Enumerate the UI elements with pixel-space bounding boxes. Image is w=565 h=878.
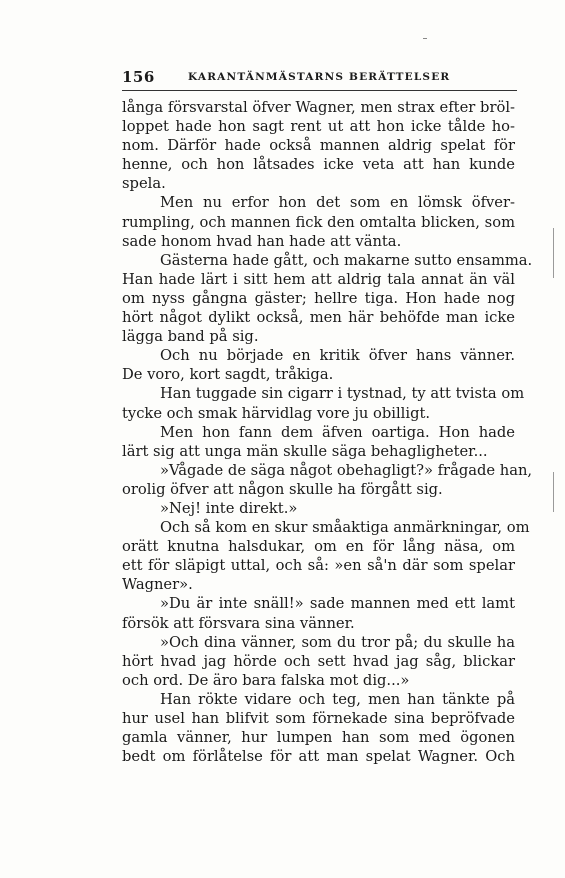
text-line: »Nej! inte direkt.»: [160, 499, 298, 517]
text-line: De voro, kort sagdt, tråkiga.: [122, 366, 334, 384]
text-line: Han hade lärt i sitt hem att aldrig tala annat än väl: [122, 270, 515, 288]
text-line: Wagner».: [122, 576, 193, 594]
text-line: »Du är inte snäll!» sade mannen med ett lamt: [160, 595, 515, 613]
text-line: gamla vänner, hur lumpen han som med ögonen: [122, 729, 515, 747]
text-line: hört något dylikt också, men här behöfde man icke: [122, 309, 515, 327]
text-line: sade honom hvad han hade att vänta.: [122, 232, 402, 250]
text-line: långa försvarstal öfver Wagner, men strax efter bröl-: [122, 99, 515, 116]
text-line: Och så kom en skur småaktiga anmärkningar, om: [160, 519, 530, 537]
text-line: orätt knutna halsdukar, om en för lång näsa, om: [122, 538, 515, 556]
text-line: tycke och smak härvidlag vore ju obilligt.: [122, 404, 431, 422]
page-header: [122, 68, 517, 88]
text-line: hört hvad jag hörde och sett hvad jag såg, blickar: [122, 652, 515, 670]
scan-speck: [423, 38, 427, 39]
text-line: Han rökte vidare och teg, men han tänkte på: [160, 690, 515, 708]
text-line: loppet hade hon sagt rent ut att hon icke tålde ho-: [122, 118, 515, 136]
text-line: rumpling, och mannen fick den omtalta blicken, som: [122, 213, 515, 231]
text-line: lägga band på sig.: [122, 328, 259, 346]
text-line: hur usel han blifvit som förnekade sina bepröfvade: [122, 710, 515, 727]
text-line: Men hon fann dem äfven oartiga. Hon hade: [160, 423, 515, 441]
text-line: »Och dina vänner, som du tror på; du skulle ha: [160, 633, 515, 651]
text-line: orolig öfver att någon skulle ha förgått sig.: [122, 480, 443, 498]
text-line: Han tuggade sin cigarr i tystnad, ty att tvista om: [160, 385, 525, 403]
margin-mark: [553, 228, 554, 278]
text-line: spela.: [122, 175, 166, 193]
text-line: bedt om förlåtelse för att man spelat Wagner. Och: [122, 748, 515, 766]
margin-mark: [553, 472, 554, 512]
header-rule: [122, 90, 517, 91]
text-line: Gästerna hade gått, och makarne sutto ensamma.: [160, 251, 533, 269]
text-line: om nyss gångna gäster; hellre tiga. Hon hade nog: [122, 289, 515, 307]
text-line: Och nu började en kritik öfver hans vänner.: [160, 347, 515, 365]
text-line: nom. Därför hade också mannen aldrig spelat för: [122, 137, 515, 155]
text-line: försök att försvara sina vänner.: [122, 614, 355, 632]
text-line: Men nu erfor hon det som en lömsk öfver-: [160, 194, 515, 212]
text-line: »Vågade de säga något obehagligt?» frågade han,: [160, 461, 533, 479]
text-line: lärt sig att unga män skulle säga behagligheter...: [122, 442, 488, 460]
text-line: ett för släpigt uttal, och så: »en så'n där som spelar: [122, 557, 515, 575]
page-number: 156: [122, 68, 155, 86]
body-text: [122, 98, 533, 766]
running-title: KARANTÄNMÄSTARNS BERÄTTELSER: [188, 71, 451, 83]
text-line: och ord. De äro bara falska mot dig...»: [122, 671, 410, 689]
text-line: henne, och hon låtsades icke veta att han kunde: [122, 156, 515, 174]
